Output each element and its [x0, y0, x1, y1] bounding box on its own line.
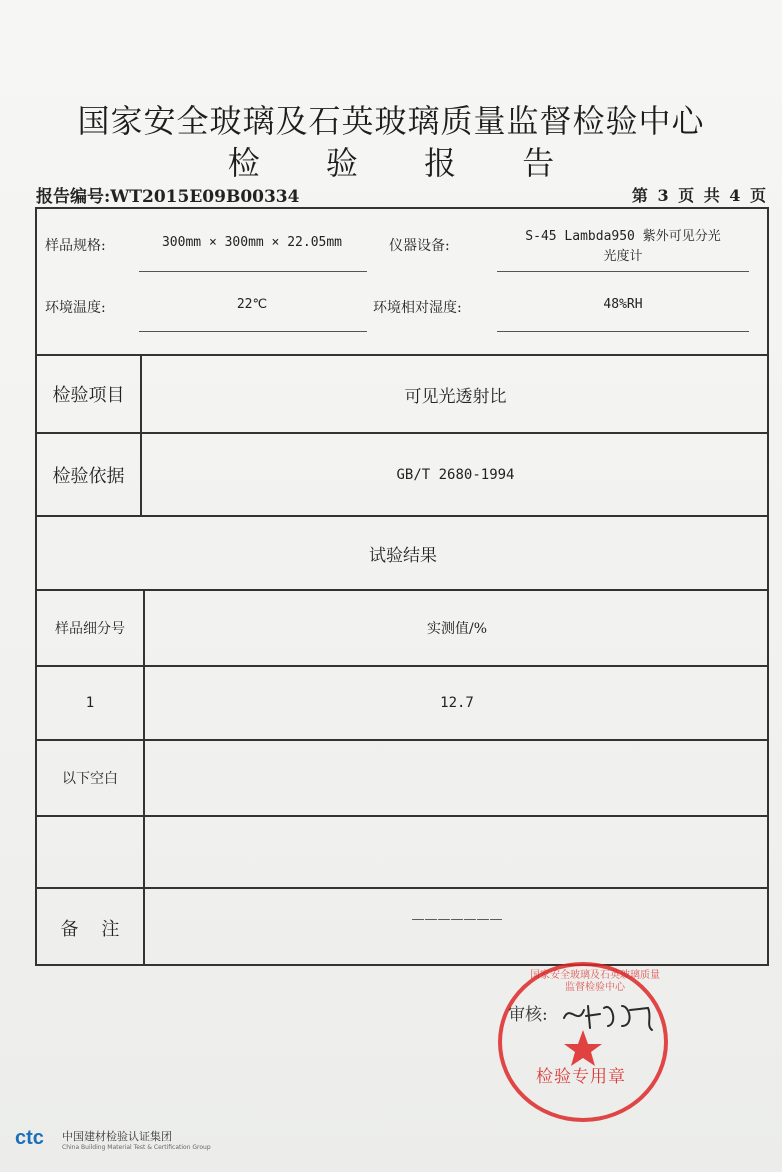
remarks-value: ———————	[411, 911, 503, 927]
measured-value-header: 实测值/%	[426, 621, 488, 637]
spec-label: 样品规格:	[45, 238, 106, 254]
sample-subnumber-header: 样品细分号	[55, 621, 125, 637]
results-title: 试验结果	[369, 545, 437, 566]
humidity-label: 环境相对湿度:	[373, 300, 462, 316]
sample-subnumber: 1	[85, 695, 95, 711]
report-title: 检 验 报 告	[227, 144, 583, 182]
spec-underline	[139, 271, 367, 272]
row-divider	[37, 815, 767, 817]
footer-org-en: China Building Material Test & Certification Group	[62, 1144, 211, 1151]
blank-below-label: 以下空白	[62, 771, 118, 787]
footer-org	[62, 1128, 211, 1151]
report-table	[35, 207, 769, 966]
row-divider	[37, 739, 767, 741]
seal-center-text: 检验专用章	[536, 1067, 626, 1087]
footer-org-cn: 中国建材检验认证集团	[62, 1130, 172, 1143]
test-basis-label: 检验依据	[52, 465, 125, 487]
test-item-label: 检验项目	[52, 385, 125, 406]
report-org-title: 国家安全玻璃及石英玻璃质量监督检验中心	[77, 102, 705, 140]
humidity-value: 48%RH	[603, 297, 643, 312]
page-info: 第 3 页 共 4 页	[631, 186, 766, 205]
humidity-underline	[497, 331, 749, 332]
seal-ring-text: 国家安全玻璃及石英玻璃质量监督检验中心	[530, 970, 660, 993]
remarks-label: 备 注	[60, 918, 120, 940]
measured-value: 12.7	[440, 695, 474, 711]
test-basis-value: GB/T 2680-1994	[396, 466, 515, 483]
temperature-underline	[139, 331, 367, 332]
report-number: 报告编号:WT2015E09B00334	[36, 187, 300, 207]
svg-text:ctc: ctc	[15, 1127, 44, 1148]
temperature-label: 环境温度:	[45, 300, 106, 316]
instrument-label: 仪器设备:	[389, 238, 450, 254]
spec-value: 300mm × 300mm × 22.05mm	[161, 235, 342, 250]
instrument-value-line2: 光度计	[603, 249, 643, 264]
ctc-logo-icon	[15, 1126, 59, 1148]
temperature-value: 22℃	[236, 297, 268, 312]
reviewer-signature	[560, 996, 660, 1036]
test-item-value: 可见光透射比	[404, 386, 507, 407]
instrument-value-line1: S-45 Lambda950 紫外可见分光	[525, 229, 721, 244]
instrument-underline	[497, 271, 749, 272]
reviewer-label: 审核:	[508, 1005, 548, 1025]
